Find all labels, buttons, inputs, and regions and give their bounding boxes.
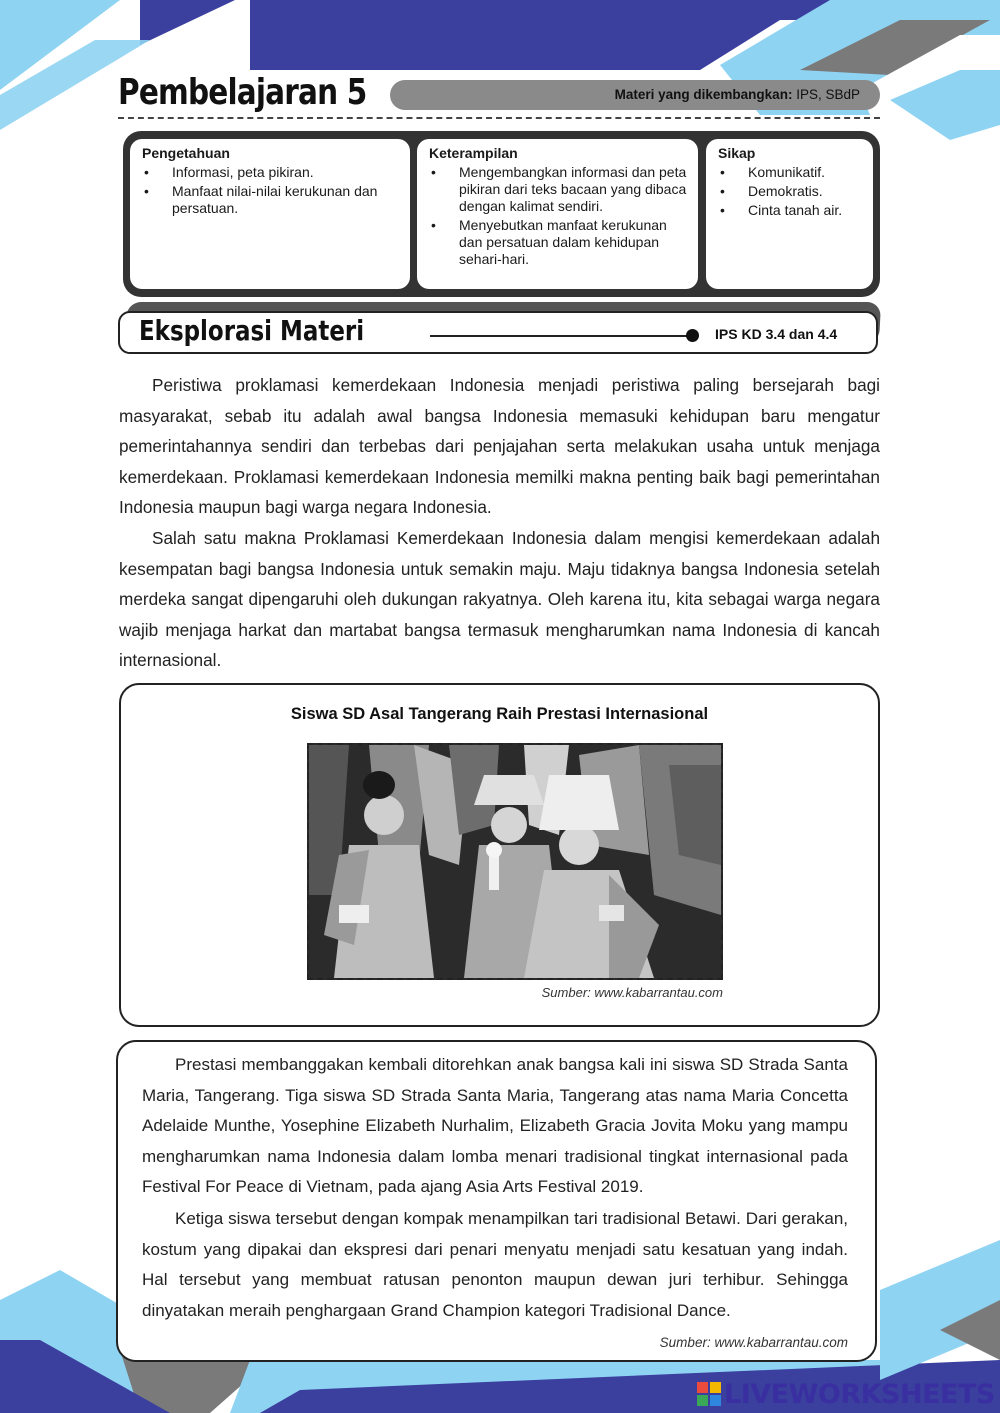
competency-pengetahuan xyxy=(130,139,410,289)
competency-item: • Mengembangkan informasi dan peta pikiran dari teks bacaan yang dibaca dengan kalimat sendiri. xyxy=(429,164,688,215)
materi-badge xyxy=(390,80,880,110)
materi-value: IPS, SBdP xyxy=(796,87,860,102)
article-paragraph: Prestasi membanggakan kembali ditorehkan anak bangsa kali ini siswa SD Strada Santa Maria, Tangerang. Tiga siswa SD Strada Santa Maria, Tangerang atas nama Maria Concetta Adelaide Munthe, Yosephine Elizabeth Nurhalim, Elizabeth Gracia Jovita Moku yang mampu mengharumkan nama Indonesia dalam lomba menari tradisional tingkat internasional pada Festival For Peace di Vietnam, pada ajang Asia Arts Festival 2019. xyxy=(142,1055,848,1196)
competency-keterampilan xyxy=(417,139,698,289)
news-title: Siswa SD Asal Tangerang Raih Prestasi Internasional xyxy=(290,705,709,723)
competency-panel xyxy=(123,131,880,297)
page-title: Pembelajaran 5 xyxy=(118,72,367,113)
photo-source: Sumber: www.kabarrantau.com xyxy=(541,985,723,1000)
section-dot-icon xyxy=(686,329,699,342)
competency-item: • Informasi, peta pikiran. xyxy=(142,164,400,181)
competency-item: • Cinta tanah air. xyxy=(718,202,863,219)
competency-sikap xyxy=(706,139,873,289)
article-paragraph: Ketiga siswa tersebut dengan kompak menampilkan tari tradisional Betawi. Dari gerakan, kostum yang dipakai dan ekspresi dari penari menyatu menjadi satu kesatuan yang indah. Hal tersebut yang membuat ratusan penonton maupun dewan juri terhibur. Sehingga dinyatakan meraih penghargaan Grand Champion kategori Tradisional Dance. xyxy=(142,1209,848,1320)
header-divider xyxy=(118,117,880,119)
news-photo xyxy=(307,743,723,980)
section-kd-label: IPS KD 3.4 dan 4.4 xyxy=(715,326,838,342)
competency-heading: Pengetahuan xyxy=(142,145,230,161)
liveworksheets-logo[interactable] xyxy=(697,1378,995,1410)
competency-item: • Manfaat nilai-nilai kerukunan dan persatuan. xyxy=(142,183,400,217)
body-paragraph: Salah satu makna Proklamasi Kemerdekaan Indonesia dalam mengisi kemerdekaan adalah kesempatan bagi bangsa Indonesia untuk semakin maju. Maju tidaknya bangsa Indonesia setelah merdeka sangat dipengaruhi oleh dukungan rakyatnya. Oleh karena itu, kita sebagai warga negara wajib menjaga harkat dan martabat bangsa termasuk mengharumkan nama Indonesia di kancah internasional. xyxy=(119,528,880,670)
dancers-photo-image xyxy=(309,745,721,978)
competency-heading: Keterampilan xyxy=(429,145,518,161)
competency-heading: Sikap xyxy=(718,145,756,161)
section-title: Eksplorasi Materi xyxy=(139,314,365,347)
competency-item: • Demokratis. xyxy=(718,183,863,200)
competency-item: • Komunikatif. xyxy=(718,164,863,181)
article-source: Sumber: www.kabarrantau.com xyxy=(659,1335,848,1350)
materi-label: Materi yang dikembangkan: xyxy=(614,87,793,102)
competency-item: • Menyebutkan manfaat kerukunan dan persatuan dalam kehidupan sehari-hari. xyxy=(429,217,688,268)
brand-text: LIVEWORKSHEETS xyxy=(724,1378,995,1410)
body-paragraph: Peristiwa proklamasi kemerdekaan Indonesia menjadi peristiwa paling bersejarah bagi masyarakat, sebab itu adalah awal bangsa Indonesia memasuki kehidupan baru mengatur pemerintahannya sendiri dan terbebas dari penjajahan serta melakukan usaha untuk menjaga kemerdekaan. Proklamasi kemerdekaan Indonesia memilki makna penting baik bagi pemerintahan Indonesia maupun bagi warga negara Indonesia. xyxy=(119,375,880,517)
liveworksheets-logo-icon xyxy=(697,1382,721,1406)
section-rule xyxy=(430,335,690,337)
